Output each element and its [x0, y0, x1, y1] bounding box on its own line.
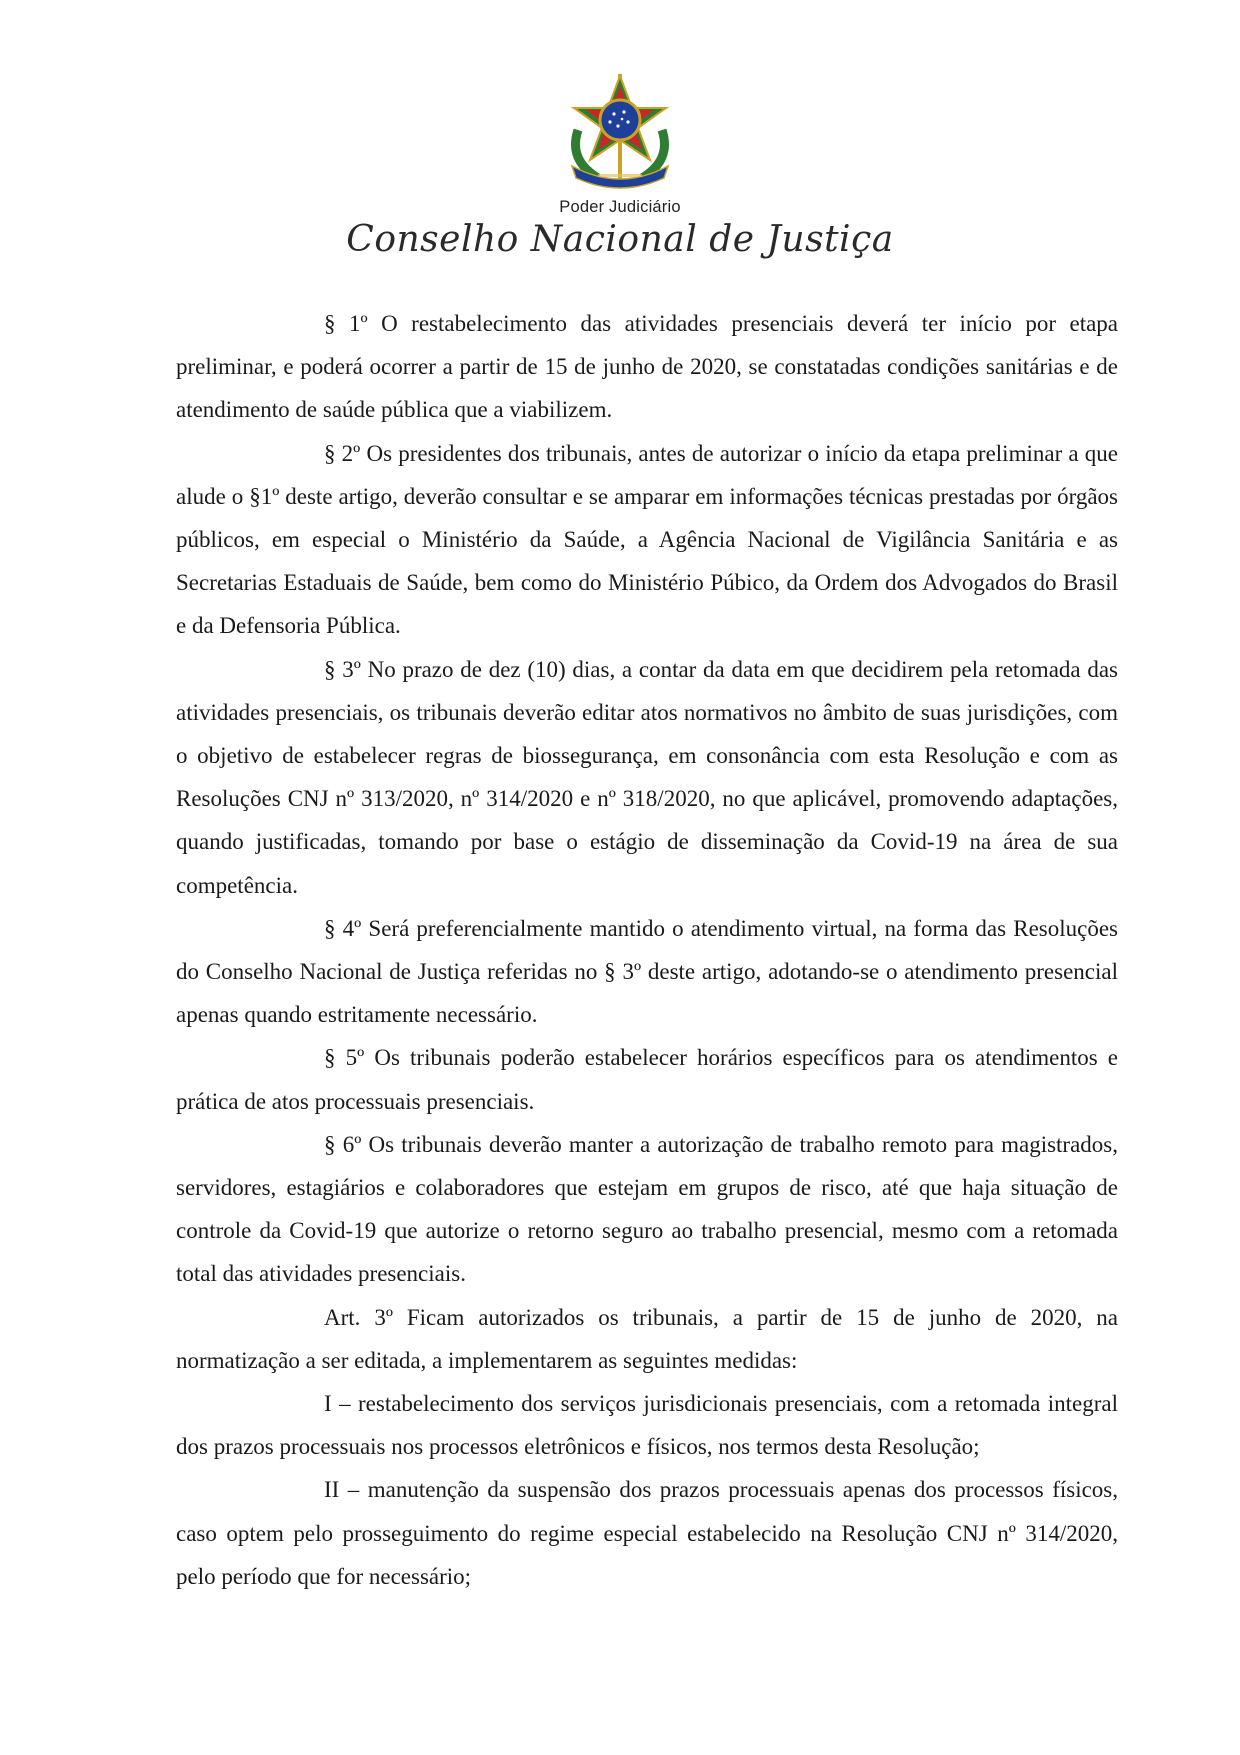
paragraph-6: § 6º Os tribunais deverão manter a autorização de trabalho remoto para magistrados, servidores, estagiários e colaboradores que estejam em grupos de risco, até que haja situação de controle da Covid-19 que autorize o retorno seguro ao trabalho presencial, mesmo com a retomada total das atividades presenciais. — [176, 1131, 1118, 1287]
council-name: Conselho Nacional de Justiça — [346, 219, 894, 260]
item-i: I – restabelecimento dos serviços jurisdicionais presenciais, com a retomada integral dos prazos processuais nos processos eletrônicos e físicos, nos termos desta Resolução; — [176, 1391, 1118, 1460]
document-body — [176, 302, 1118, 1598]
item-ii: II – manutenção da suspensão dos prazos processuais apenas dos processos físicos, caso optem pelo prosseguimento do regime especial estabelecido na Resolução CNJ nº 314/2020, pelo período que for necessário; — [176, 1477, 1118, 1589]
paragraph-4: § 4º Será preferencialmente mantido o atendimento virtual, na forma das Resoluções do Conselho Nacional de Justiça referidas no § 3º deste artigo, adotando-se o atendimento presencial apenas quando estritamente necessário. — [176, 915, 1118, 1028]
paragraph-1: § 1º O restabelecimento das atividades presenciais deverá ter início por etapa preliminar, e poderá ocorrer a partir de 15 de junho de 2020, se constatadas condições sanitárias e de atendimento de saúde pública que a viabilizem. — [176, 311, 1118, 423]
letterhead — [0, 70, 1240, 260]
department-name: Poder Judiciário — [559, 198, 681, 216]
paragraph-5: § 5º Os tribunais poderão estabelecer horários específicos para os atendimentos e prática de atos processuais presenciais. — [176, 1045, 1118, 1114]
coat-of-arms-icon — [558, 70, 682, 192]
paragraph-3: § 3º No prazo de dez (10) dias, a contar da data em que decidirem pela retomada das atividades presenciais, os tribunais deverão editar atos normativos no âmbito de suas jurisdições, com o objetivo de estabelecer regras de biossegurança, em consonância com esta Resolução e com as Resoluções CNJ nº 313/2020, nº 314/2020 e nº 318/2020, no que aplicável, promovendo adaptações, quando justificadas, tomando por base o estágio de disseminação da Covid-19 na área de sua competência. — [176, 656, 1118, 898]
article-3: Art. 3º Ficam autorizados os tribunais, a partir de 15 de junho de 2020, na normatização a ser editada, a implementarem as seguintes medidas: — [176, 1304, 1118, 1373]
paragraph-2: § 2º Os presidentes dos tribunais, antes de autorizar o início da etapa preliminar a que alude o §1º deste artigo, deverão consultar e se amparar em informações técnicas prestadas por órgãos públicos, em especial o Ministério da Saúde, a Agência Nacional de Vigilância Sanitária e as Secretarias Estaduais de Saúde, bem como do Ministério Púbico, da Ordem dos Advogados do Brasil e da Defensoria Pública. — [176, 440, 1118, 639]
